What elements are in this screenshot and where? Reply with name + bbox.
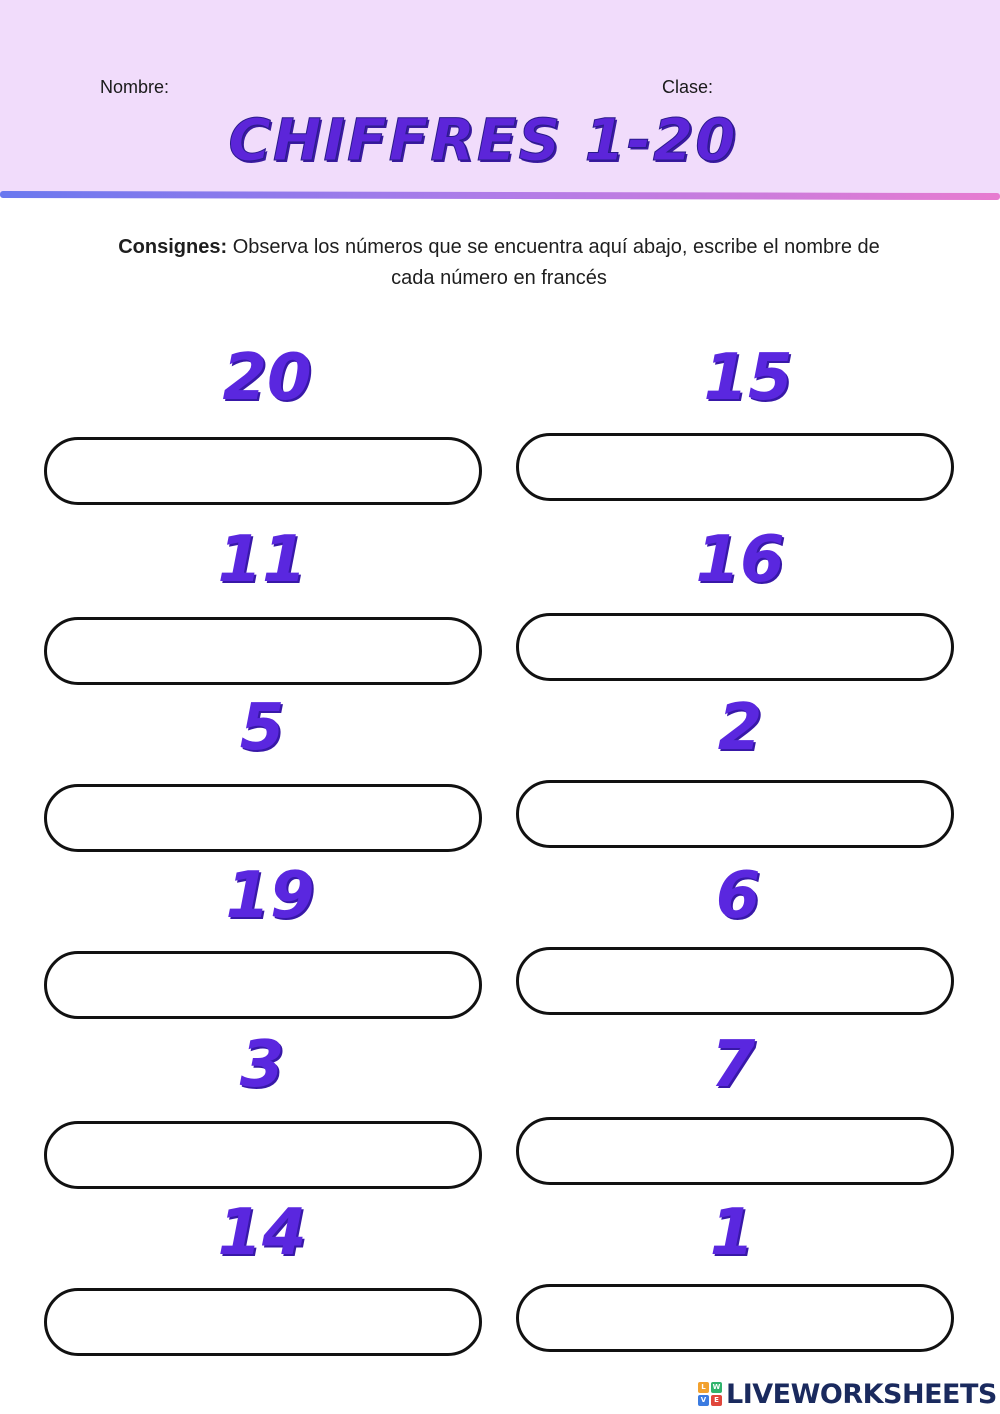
answer-box[interactable] (44, 617, 482, 685)
answer-box[interactable] (44, 951, 482, 1019)
liveworksheets-logo (698, 1376, 997, 1412)
nombre-label: Nombre: (100, 77, 170, 97)
number-label: 1 (709, 1196, 755, 1270)
logo-mark-tile: V (698, 1395, 709, 1406)
page-title: CHIFFRES 1-20 (228, 106, 738, 174)
number-label: 6 (715, 859, 761, 933)
answer-box[interactable] (516, 1117, 954, 1185)
number-label: 11 (217, 523, 307, 597)
clase-label: Clase: (662, 77, 714, 97)
number-label: 7 (710, 1028, 756, 1102)
logo-mark-tile: E (711, 1395, 722, 1406)
answer-box[interactable] (44, 1288, 482, 1356)
answer-box[interactable] (516, 613, 954, 681)
answer-box[interactable] (516, 1284, 954, 1352)
liveworksheets-logo-text: LIVEWORKSHEETS (726, 1378, 997, 1410)
header-divider (0, 191, 1000, 200)
answer-box[interactable] (516, 780, 954, 848)
number-label: 2 (717, 691, 763, 765)
answer-box[interactable] (516, 433, 954, 501)
number-label: 5 (239, 691, 285, 765)
answer-box[interactable] (44, 1121, 482, 1189)
instructions-text: Observa los números que se encuentra aquí abajo, escribe el nombre de cada número en francés (227, 236, 880, 289)
answer-box[interactable] (44, 784, 482, 852)
number-label: 15 (703, 341, 793, 415)
instructions-label: Consignes: (118, 236, 228, 258)
number-label: 19 (225, 859, 315, 933)
logo-mark-tile: L (698, 1382, 709, 1393)
number-label: 3 (239, 1028, 285, 1102)
number-label: 14 (217, 1196, 307, 1270)
logo-mark-tile: W (712, 1383, 721, 1391)
number-label: 16 (695, 523, 785, 597)
answer-box[interactable] (516, 947, 954, 1015)
answer-box[interactable] (44, 437, 482, 505)
instructions (100, 232, 898, 294)
liveworksheets-logo-icon (698, 1382, 722, 1406)
number-label: 20 (222, 341, 312, 415)
